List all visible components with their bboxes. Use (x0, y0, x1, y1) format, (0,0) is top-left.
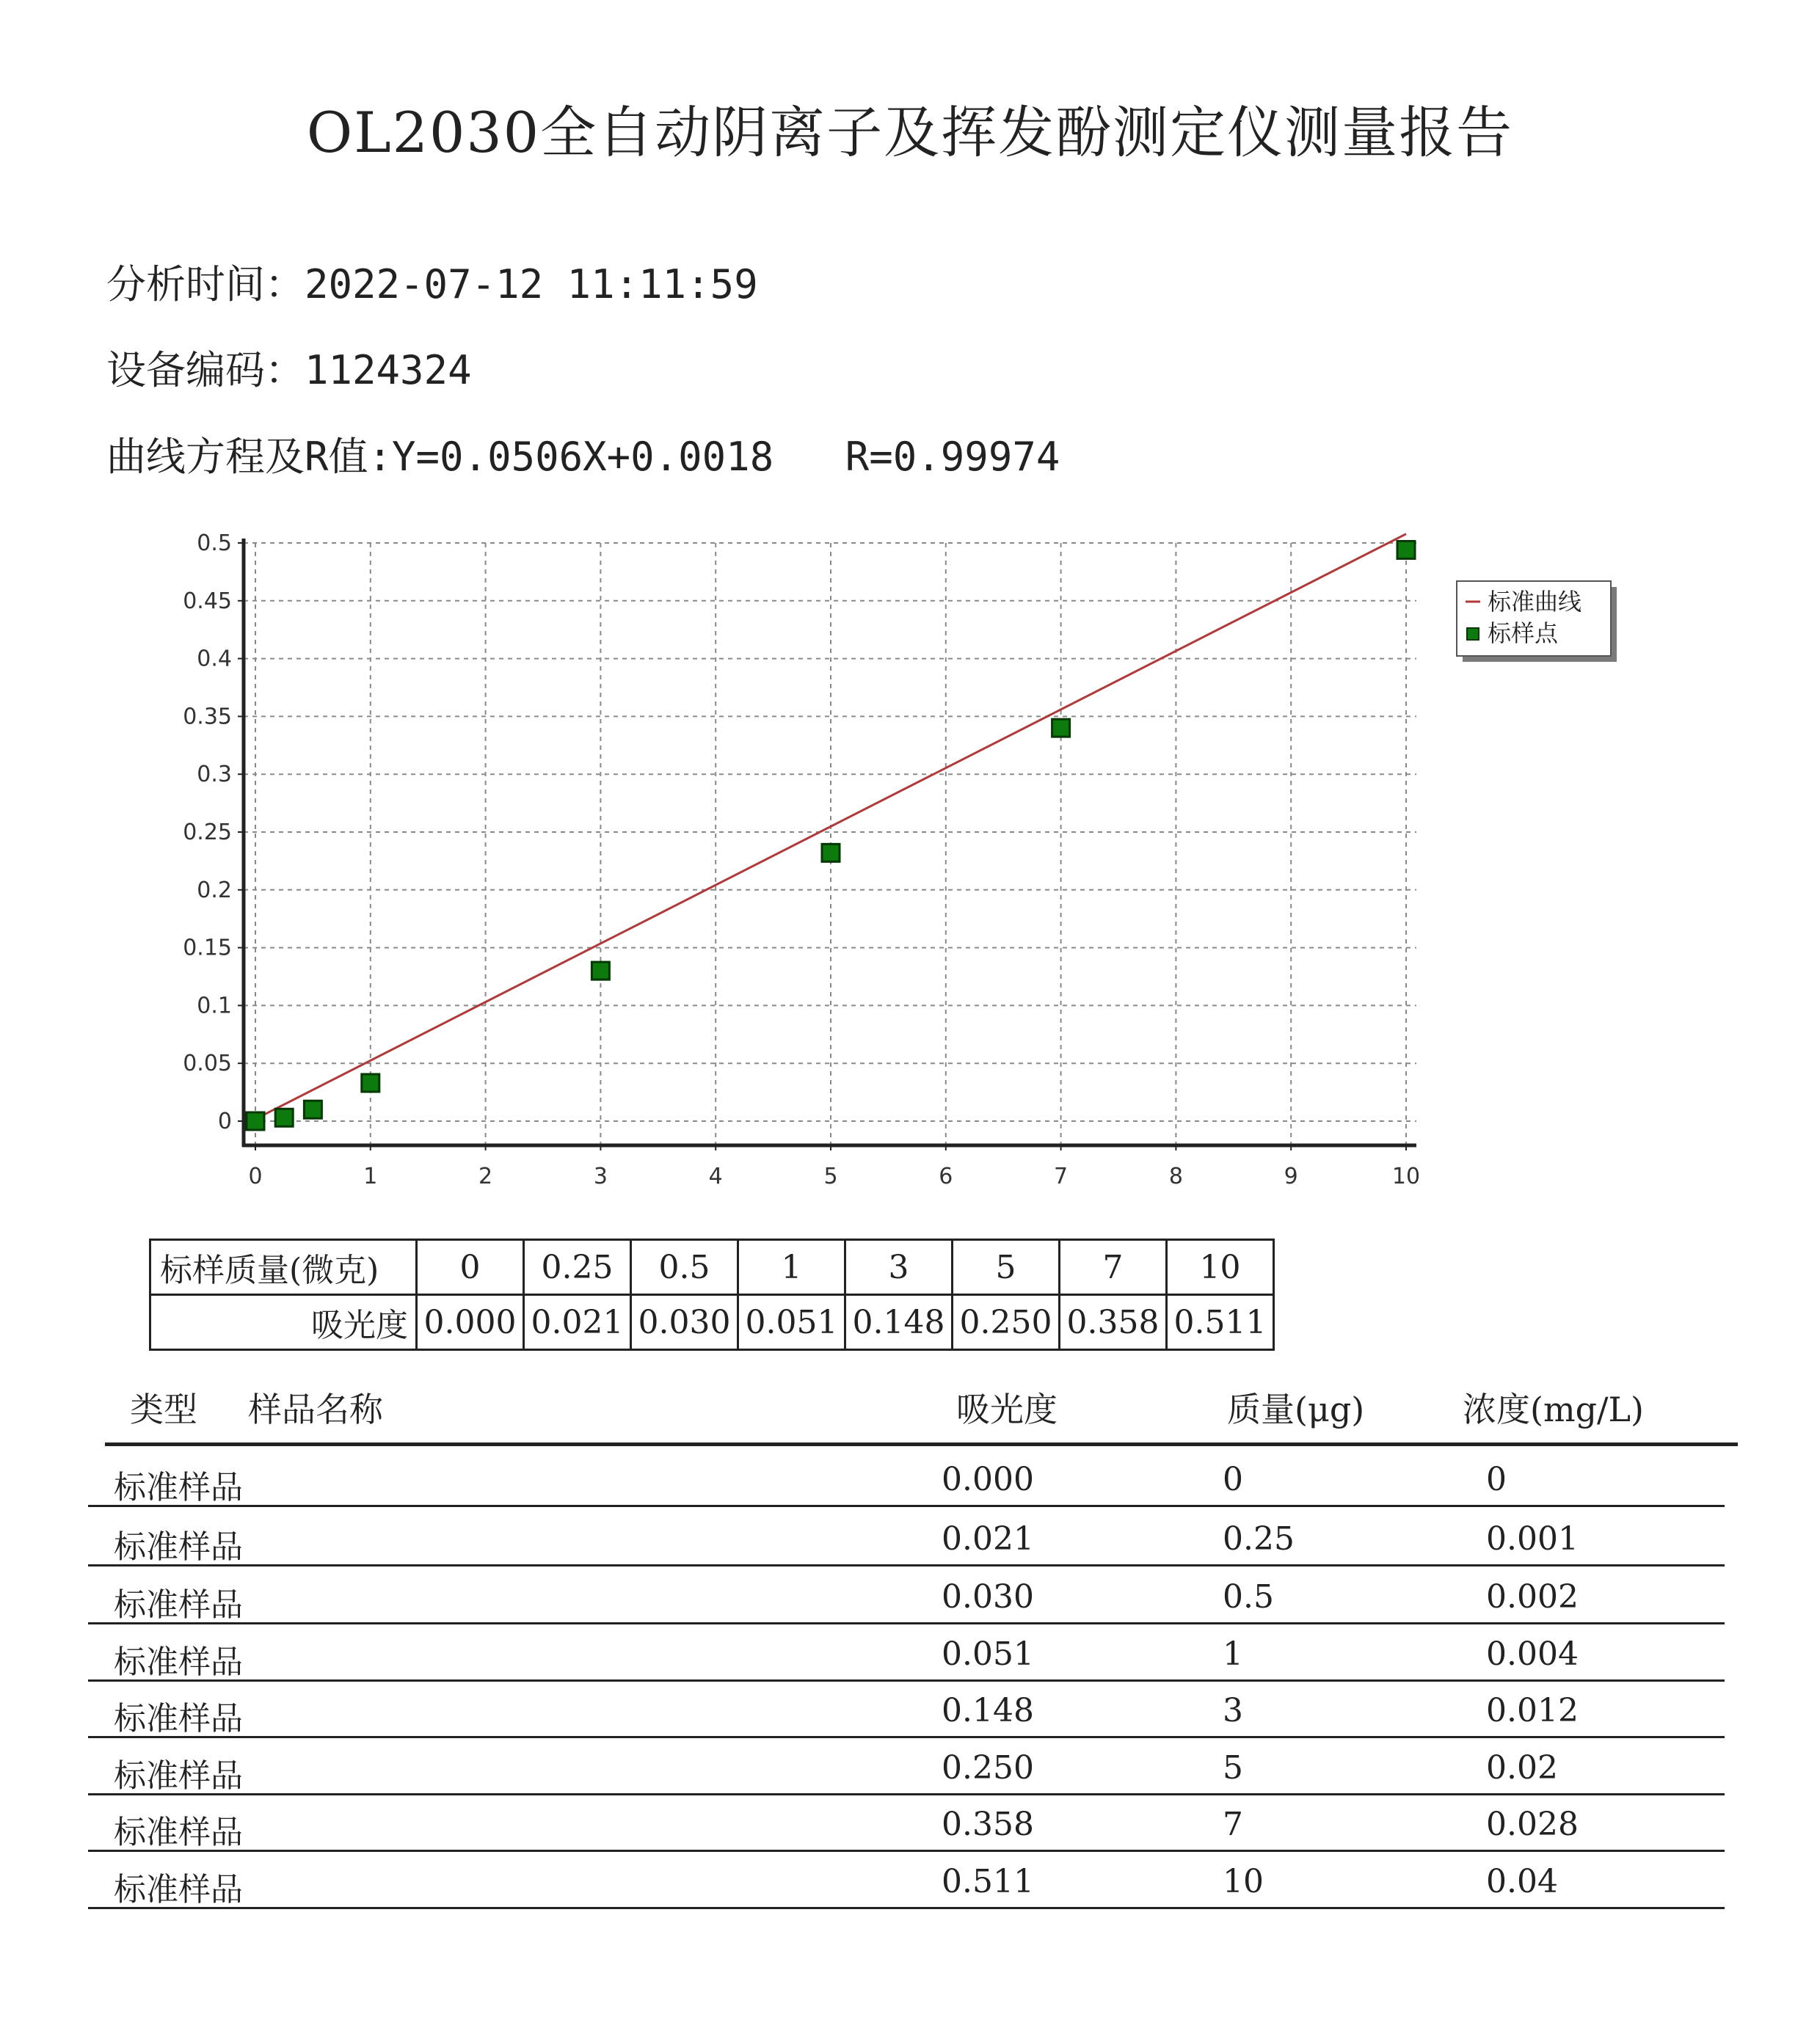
absorbance-cell: 0.250 (953, 1295, 1060, 1350)
header-type: 类型 (130, 1390, 197, 1429)
sample-mass: 10 (1223, 1863, 1264, 1900)
sample-concentration: 0.028 (1486, 1806, 1579, 1843)
absorbance-cell: 0.358 (1060, 1295, 1167, 1350)
sample-absorbance: 0.051 (942, 1635, 1034, 1673)
x-tick-label: 10 (1391, 1164, 1421, 1189)
sample-name: 标准样品 (114, 1871, 243, 1908)
sample-name: 标准样品 (114, 1757, 243, 1795)
sample-name: 标准样品 (114, 1528, 243, 1566)
y-tick-label: 0.15 (183, 935, 232, 961)
equation-label: 曲线方程及R值: (106, 434, 393, 480)
sample-mass: 5 (1223, 1749, 1243, 1787)
mass-cell: 7 (1060, 1240, 1167, 1295)
analysis-time-label: 分析时间： (106, 261, 305, 307)
sample-absorbance: 0.000 (942, 1461, 1034, 1498)
absorbance-cell: 0.148 (845, 1295, 953, 1350)
absorbance-cell: 0.021 (524, 1295, 631, 1350)
x-tick-label: 3 (593, 1164, 608, 1189)
standard-absorbance-row (150, 1295, 1274, 1350)
device-code-value: 1124324 (305, 347, 472, 393)
y-tick-label: 0.45 (183, 588, 232, 614)
standard-point-marker (1052, 719, 1070, 737)
absorbance-row-label: 吸光度 (150, 1295, 417, 1350)
x-tick-label: 4 (708, 1164, 723, 1189)
sample-concentration: 0.004 (1486, 1635, 1579, 1673)
x-tick-label: 6 (939, 1164, 953, 1189)
y-tick-label: 0.25 (183, 820, 232, 845)
absorbance-cell: 0.511 (1167, 1295, 1274, 1350)
standard-point-marker (822, 844, 840, 861)
header-absorbance: 吸光度 (956, 1390, 1058, 1429)
header-concentration: 浓度(mg/L) (1463, 1390, 1645, 1429)
header-mass: 质量(μg) (1227, 1390, 1365, 1429)
mass-row-label: 标样质量(微克) (150, 1240, 417, 1295)
sample-mass: 1 (1223, 1635, 1243, 1673)
x-tick-label: 2 (478, 1164, 493, 1189)
sample-absorbance: 0.148 (942, 1692, 1034, 1729)
standard-point-marker (362, 1074, 379, 1092)
sample-name: 标准样品 (114, 1644, 243, 1681)
report-title: OL2030全自动阴离子及挥发酚测定仪测量报告 (306, 100, 1514, 165)
chart-legend (1457, 581, 1617, 662)
r-value: R=0.99974 (845, 434, 1060, 480)
standard-point-marker (1397, 541, 1415, 558)
standard-mass-row (150, 1240, 1274, 1295)
sample-name: 标准样品 (114, 1469, 243, 1506)
sample-absorbance: 0.030 (942, 1578, 1034, 1616)
sample-absorbance: 0.358 (942, 1806, 1034, 1843)
sample-mass: 0.25 (1223, 1520, 1295, 1558)
sample-concentration: 0.04 (1486, 1863, 1558, 1900)
y-tick-label: 0 (217, 1109, 232, 1134)
sample-absorbance: 0.021 (942, 1520, 1034, 1558)
mass-cell: 0.5 (631, 1240, 738, 1295)
mass-cell: 5 (953, 1240, 1060, 1295)
table-row (88, 1679, 1725, 1738)
table-row (88, 1565, 1725, 1624)
table-row (88, 1448, 1725, 1507)
y-tick-label: 0.5 (197, 530, 232, 556)
sample-concentration: 0 (1486, 1461, 1507, 1498)
standard-table (149, 1239, 1275, 1351)
legend-label-points: 标样点 (1488, 619, 1559, 647)
table-row (88, 1792, 1725, 1852)
table-row (88, 1507, 1725, 1566)
equation-value: Y=0.0506X+0.0018 (392, 434, 774, 480)
sample-concentration: 0.001 (1486, 1520, 1579, 1558)
x-tick-label: 5 (823, 1164, 838, 1189)
analysis-time-value: 2022-07-12 11:11:59 (305, 261, 758, 307)
header-sample-name: 样品名称 (248, 1390, 383, 1429)
y-tick-label: 0.35 (183, 704, 232, 730)
sample-name: 标准样品 (114, 1814, 243, 1851)
sample-mass: 3 (1223, 1692, 1243, 1729)
standard-point-marker (247, 1112, 264, 1130)
mass-cell: 10 (1167, 1240, 1274, 1295)
legend-point-swatch (1467, 628, 1479, 640)
x-tick-label: 9 (1284, 1164, 1298, 1189)
sample-mass: 0 (1223, 1461, 1243, 1498)
mass-cell: 0.25 (524, 1240, 631, 1295)
absorbance-cell: 0.030 (631, 1295, 738, 1350)
mass-cell: 1 (738, 1240, 845, 1295)
sample-absorbance: 0.511 (942, 1863, 1034, 1900)
y-tick-label: 0.2 (197, 877, 232, 903)
sample-absorbance: 0.250 (942, 1749, 1034, 1787)
y-tick-label: 0.05 (183, 1051, 232, 1077)
table-row (88, 1850, 1725, 1909)
sample-name: 标准样品 (114, 1700, 243, 1737)
y-tick-label: 0.4 (197, 646, 232, 672)
device-code-label: 设备编码： (106, 347, 305, 393)
x-tick-label: 0 (248, 1164, 263, 1189)
legend-label-curve: 标准曲线 (1488, 588, 1582, 616)
x-tick-label: 8 (1168, 1164, 1183, 1189)
standard-point-marker (275, 1109, 293, 1126)
mass-cell: 0 (417, 1240, 524, 1295)
table-row (88, 1736, 1725, 1795)
x-tick-label: 1 (363, 1164, 378, 1189)
absorbance-cell: 0.000 (417, 1295, 524, 1350)
sample-name: 标准样品 (114, 1586, 243, 1624)
table-row (88, 1622, 1725, 1682)
sample-concentration: 0.02 (1486, 1749, 1558, 1787)
mass-cell: 3 (845, 1240, 953, 1295)
absorbance-cell: 0.051 (738, 1295, 845, 1350)
y-tick-label: 0.1 (197, 993, 232, 1019)
standard-point-marker (592, 962, 609, 980)
sample-mass: 7 (1223, 1806, 1243, 1843)
sample-concentration: 0.012 (1486, 1692, 1579, 1729)
sample-concentration: 0.002 (1486, 1578, 1579, 1616)
y-tick-label: 0.3 (197, 762, 232, 788)
sample-mass: 0.5 (1223, 1578, 1274, 1616)
x-tick-label: 7 (1054, 1164, 1069, 1189)
results-header-rule (105, 1442, 1738, 1446)
standard-point-marker (304, 1101, 321, 1118)
